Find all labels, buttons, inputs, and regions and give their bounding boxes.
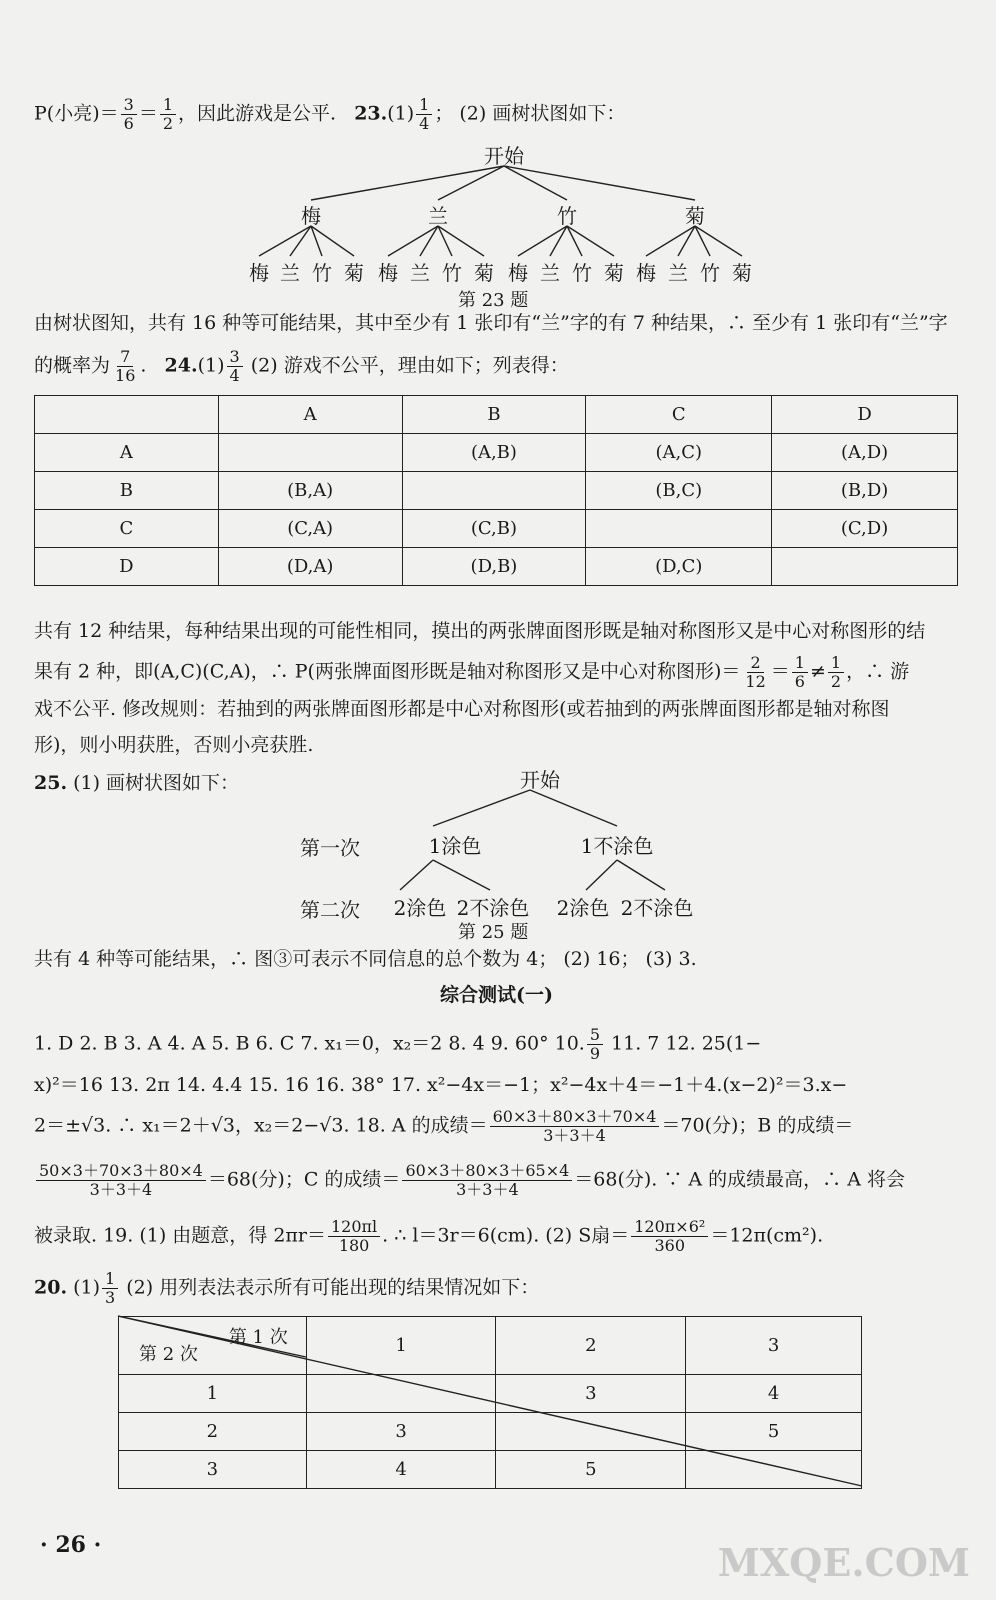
tree-leaf: 兰 <box>668 261 688 285</box>
tree-leaf: 菊 <box>732 261 752 285</box>
tree-node: 竹 <box>557 204 577 228</box>
tree-leaf: 菊 <box>604 261 624 285</box>
table-row: A (A,B) (A,C) (A,D) <box>35 434 958 472</box>
tree-root: 开始 <box>484 144 524 168</box>
question-number-20: 20. <box>34 1276 68 1299</box>
table-row: 3 4 5 <box>119 1451 862 1489</box>
fraction: $\frac{2}{12}$ <box>745 653 766 691</box>
tree-leaf: 竹 <box>572 261 592 285</box>
answer-line: x)²＝16 13. 2π 14. 4.4 15. 16 16. 38° 17. x²−4x＝−1；x²−4x＋4＝−1＋4.(x−2)²＝3.x− <box>34 1074 848 1096</box>
table-row: 1 3 4 <box>119 1375 862 1413</box>
tree-leaf: 竹 <box>312 261 332 285</box>
figure-caption-25: 第 25 题 <box>458 922 529 943</box>
answer-line: 戏不公平. 修改规则：若抽到的两张牌面图形都是中心对称图形(或若抽到的两张牌面图形都是轴对称图 <box>34 698 890 720</box>
answer-line: $\frac{50\times 3+70\times 3+80\times 4}{3+3+4}$ ＝68(分)；C 的成绩＝ $\frac{60\times 3+80\times 3+65\times 4}{3+3+4}$ ＝68(分). ∵ A 的成绩最高，∴ A 将会 <box>34 1162 966 1199</box>
answer-line-20: 20. (1) $\frac{1}{3}$ (2) 用列表法表示所有可能出现的结果情况如下： <box>34 1269 540 1307</box>
fraction: $\frac{1}{3}$ <box>102 1270 118 1307</box>
table-header-row: A B C D <box>35 396 958 434</box>
fraction: $\frac{5}{9}$ <box>587 1026 603 1063</box>
fraction: $\frac{60\times 3+80\times 3+70\times 4}{3+3+4}$ <box>490 1108 660 1145</box>
fraction: $\frac{3}{6}$ <box>121 96 137 133</box>
tree-root: 开始 <box>520 768 560 792</box>
fraction: $\frac{1}{2}$ <box>828 654 844 691</box>
section-title: 综合测试(一) <box>440 984 553 1006</box>
tree-leaf: 梅 <box>636 261 656 285</box>
tree-node: 梅 <box>301 204 321 228</box>
tree-leaf: 兰 <box>540 261 560 285</box>
fraction: $\frac{50\times 3+70\times 3+80\times 4}{3+3+4}$ <box>36 1162 206 1199</box>
watermark: MXQE.COM <box>717 1540 970 1585</box>
question-number-24: 24. <box>164 354 198 377</box>
answer-line: 1. D 2. B 3. A 4. A 5. B 6. C 7. x₁＝0，x₂＝2 8. 4 9. 60° 10. $\frac{5}{9}$ 11. 7 12. 25(1− <box>34 1025 762 1063</box>
row-label: 第一次 <box>300 836 360 860</box>
table-row: C (C,A) (C,B) (C,D) <box>35 510 958 548</box>
fraction: $\frac{1}{4}$ <box>416 96 432 133</box>
fraction: $\frac{1}{2}$ <box>160 96 176 133</box>
tree-node: 菊 <box>685 204 705 228</box>
tree-leaf: 2不涂色 <box>456 896 530 920</box>
answer-line: 果有 2 种，即(A,C)(C,A)，∴ P(两张牌面图形既是轴对称图形又是中心对称图形)＝ $\frac{2}{12}$ ＝ $\frac{1}{6}$ ≠ $\frac{1}{2}$ ，∴ 游 <box>34 653 910 691</box>
answer-line: 形)，则小明获胜，否则小亮获胜. <box>34 734 314 756</box>
answer-line-25: 25. (1) 画树状图如下： <box>34 772 240 794</box>
fraction: $\frac{1}{6}$ <box>792 654 808 691</box>
answer-line: 被录取. 19. (1) 由题意，得 2πr＝ $\frac{120\pi l}{180}$ . ∴ l＝3r＝6(cm). (2) S扇＝ $\frac{\text{120π×6²}}{360}$ ＝12π(cm²). <box>34 1217 824 1255</box>
tree-leaf: 2涂色 <box>556 896 610 920</box>
tree-leaf: 竹 <box>700 261 720 285</box>
table-row: 2 3 5 <box>119 1413 862 1451</box>
fraction: $\frac{60\times 3+80\times 3+65\times 4}{3+3+4}$ <box>402 1162 572 1199</box>
table-row: D (D,A) (D,B) (D,C) <box>35 548 958 586</box>
tree-node: 兰 <box>428 204 448 228</box>
row-label: 第二次 <box>300 898 360 922</box>
answer-line: 2＝±√3. ∴ x₁＝2＋√3，x₂＝2−√3. 18. A 的成绩＝ $\frac{60\times 3+80\times 3+70\times 4}{3+3+4}$ ＝70(分)；B 的成绩＝ <box>34 1107 854 1145</box>
tree-leaf: 兰 <box>410 261 430 285</box>
fraction: $\frac{120\pi l}{180}$ <box>328 1218 380 1255</box>
answer-line: 由树状图知，共有 16 种等可能结果，其中至少有 1 张印有“兰”字的有 7 种结果，∴ 至少有 1 张印有“兰”字 <box>34 312 948 334</box>
result-table-20 <box>118 1316 862 1489</box>
answer-line-24: 的概率为 $\frac{7}{16}$ . 24.(1) $\frac{3}{4}$ (2) 游戏不公平，理由如下；列表得： <box>34 347 569 385</box>
fraction: $\frac{3}{4}$ <box>227 348 243 385</box>
fraction: $\frac{7}{16}$ <box>115 347 136 385</box>
table-row: B (B,A) (B,C) (B,D) <box>35 472 958 510</box>
result-table-24 <box>34 395 958 586</box>
answer-line: 共有 4 种等可能结果，∴ 图③可表示不同信息的总个数为 4； (2) 16； (3) 3. <box>34 948 697 970</box>
text: P(小亮)＝ <box>34 102 119 125</box>
tree-node: 1不涂色 <box>580 834 654 858</box>
tree-leaf: 2涂色 <box>393 896 447 920</box>
fraction: $\frac{\text{120π×6²}}{360}$ <box>631 1218 708 1255</box>
tree-leaf: 竹 <box>442 261 462 285</box>
tree-leaf: 梅 <box>249 261 269 285</box>
figure-caption-23: 第 23 题 <box>458 290 529 311</box>
tree-leaf: 梅 <box>378 261 398 285</box>
tree-leaf: 菊 <box>344 261 364 285</box>
table-corner-cell: 第 1 次 第 2 次 <box>119 1317 307 1375</box>
question-number-25: 25. <box>34 772 68 794</box>
question-number-23: 23. <box>354 102 388 125</box>
tree-leaf: 2不涂色 <box>620 896 694 920</box>
answer-line-22-23: P(小亮)＝ $\frac{3}{6}$ ＝ $\frac{1}{2}$ ，因此游戏是公平. 23.(1) $\frac{1}{4}$ ； (2) 画树状图如下： <box>34 95 626 133</box>
table-header-row: 第 1 次 第 2 次 1 2 3 <box>119 1317 862 1375</box>
answer-line: 共有 12 种结果，每种结果出现的可能性相同，摸出的两张牌面图形既是轴对称图形又是中心对称图形的结 <box>34 620 926 642</box>
tree-leaf: 兰 <box>280 261 300 285</box>
tree-leaf: 梅 <box>508 261 528 285</box>
tree-node: 1涂色 <box>428 834 482 858</box>
page-number: · 26 · <box>40 1532 102 1558</box>
tree-leaf: 菊 <box>474 261 494 285</box>
